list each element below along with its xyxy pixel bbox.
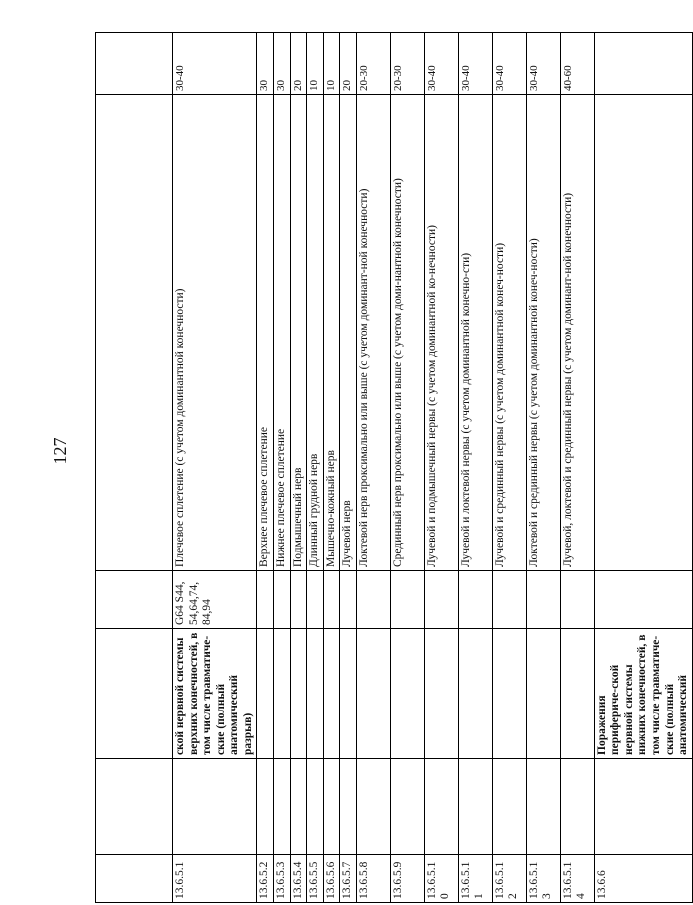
icd-code-cell bbox=[257, 571, 274, 629]
table-row bbox=[273, 33, 290, 903]
condition-cell: Срединный нерв проксимально или выше (с учетом доми-нантной конечности) bbox=[390, 95, 424, 571]
condition-cell: Подмышечный нерв bbox=[290, 95, 307, 571]
icd-code-cell bbox=[390, 571, 424, 629]
blank-cell bbox=[356, 759, 390, 855]
condition-cell: Лучевой и локтевой нервы (с учетом доминантной конечно-сти) bbox=[458, 95, 492, 571]
code-cell: 13.6.5.4 bbox=[290, 855, 307, 903]
percent-range-cell bbox=[96, 33, 173, 95]
disease-name-cell: Поражения перифериче-ской нервной системы нижних конечностей, в том числе травматиче-ские (полный анатомический bbox=[594, 629, 692, 759]
blank-cell bbox=[424, 759, 458, 855]
percent-range-cell: 30-40 bbox=[526, 33, 560, 95]
percent-range-cell: 30-40 bbox=[492, 33, 526, 95]
icd-code-cell bbox=[356, 571, 390, 629]
disability-table bbox=[95, 32, 693, 903]
blank-cell bbox=[323, 759, 340, 855]
condition-cell: Локтевой и срединный нервы (с учетом доминантной конеч-ности) bbox=[526, 95, 560, 571]
code-cell: 13.6.5.6 bbox=[323, 855, 340, 903]
blank-cell bbox=[273, 759, 290, 855]
blank-cell bbox=[560, 759, 594, 855]
disease-name-cell bbox=[458, 629, 492, 759]
disease-name-cell bbox=[307, 629, 324, 759]
table-row bbox=[323, 33, 340, 903]
code-cell: 13.6.6 bbox=[594, 855, 692, 903]
disease-name-cell bbox=[560, 629, 594, 759]
code-cell: 13.6.5.1 0 bbox=[424, 855, 458, 903]
condition-cell bbox=[594, 95, 692, 571]
icd-code-cell bbox=[290, 571, 307, 629]
blank-cell bbox=[257, 759, 274, 855]
code-cell: 13.6.5.1 bbox=[173, 855, 257, 903]
code-cell: 13.6.5.3 bbox=[273, 855, 290, 903]
icd-code-cell bbox=[96, 571, 173, 629]
icd-code-cell bbox=[323, 571, 340, 629]
code-cell: 13.6.5.9 bbox=[390, 855, 424, 903]
condition-cell: Лучевой нерв bbox=[340, 95, 357, 571]
blank-cell bbox=[594, 759, 692, 855]
condition-cell: Плечевое сплетение (с учетом доминантной конечности) bbox=[173, 95, 257, 571]
table-row bbox=[340, 33, 357, 903]
percent-range-cell: 30-40 bbox=[458, 33, 492, 95]
percent-range-cell: 20 bbox=[340, 33, 357, 95]
code-cell bbox=[96, 855, 173, 903]
table-row bbox=[492, 33, 526, 903]
icd-code-cell bbox=[594, 571, 692, 629]
disease-name-cell bbox=[424, 629, 458, 759]
blank-cell bbox=[526, 759, 560, 855]
icd-code-cell bbox=[458, 571, 492, 629]
table-row bbox=[257, 33, 274, 903]
icd-code-cell: G64 S44, 54,64,74, 84,94 bbox=[173, 571, 257, 629]
blank-cell bbox=[492, 759, 526, 855]
icd-code-cell bbox=[307, 571, 324, 629]
code-cell: 13.6.5.8 bbox=[356, 855, 390, 903]
condition-cell: Нижнее плечевое сплетение bbox=[273, 95, 290, 571]
code-cell: 13.6.5.7 bbox=[340, 855, 357, 903]
condition-cell: Лучевой и срединный нервы (с учетом доминантной конеч-ности) bbox=[492, 95, 526, 571]
table-row bbox=[560, 33, 594, 903]
disease-name-cell bbox=[390, 629, 424, 759]
table-row bbox=[307, 33, 324, 903]
percent-range-cell: 40-60 bbox=[560, 33, 594, 95]
percent-range-cell: 20-30 bbox=[390, 33, 424, 95]
code-cell: 13.6.5.2 bbox=[257, 855, 274, 903]
code-cell: 13.6.5.5 bbox=[307, 855, 324, 903]
condition-cell: Верхнее плечевое сплетение bbox=[257, 95, 274, 571]
table-row bbox=[458, 33, 492, 903]
table-row bbox=[290, 33, 307, 903]
blank-cell bbox=[390, 759, 424, 855]
disease-name-cell bbox=[273, 629, 290, 759]
percent-range-cell bbox=[594, 33, 692, 95]
code-cell: 13.6.5.1 3 bbox=[526, 855, 560, 903]
disease-name-cell bbox=[492, 629, 526, 759]
code-cell: 13.6.5.1 2 bbox=[492, 855, 526, 903]
condition-cell: Лучевой и подмышечный нервы (с учетом доминантной ко-нечности) bbox=[424, 95, 458, 571]
condition-cell bbox=[96, 95, 173, 571]
disease-name-cell bbox=[526, 629, 560, 759]
table-row bbox=[594, 33, 692, 903]
icd-code-cell bbox=[340, 571, 357, 629]
disease-name-cell bbox=[290, 629, 307, 759]
blank-cell bbox=[96, 759, 173, 855]
code-cell: 13.6.5.1 4 bbox=[560, 855, 594, 903]
percent-range-cell: 30-40 bbox=[424, 33, 458, 95]
disease-name-cell bbox=[340, 629, 357, 759]
rotated-table-container bbox=[95, 33, 690, 903]
code-cell: 13.6.5.1 1 bbox=[458, 855, 492, 903]
percent-range-cell: 10 bbox=[307, 33, 324, 95]
percent-range-cell: 30 bbox=[257, 33, 274, 95]
table-row bbox=[424, 33, 458, 903]
icd-code-cell bbox=[526, 571, 560, 629]
blank-cell bbox=[290, 759, 307, 855]
icd-code-cell bbox=[560, 571, 594, 629]
blank-cell bbox=[458, 759, 492, 855]
table-row bbox=[526, 33, 560, 903]
table-row bbox=[356, 33, 390, 903]
condition-cell: Длинный грудной нерв bbox=[307, 95, 324, 571]
percent-range-cell: 10 bbox=[323, 33, 340, 95]
disease-name-cell bbox=[96, 629, 173, 759]
icd-code-cell bbox=[424, 571, 458, 629]
disease-name-cell bbox=[356, 629, 390, 759]
table-body bbox=[96, 33, 693, 903]
percent-range-cell: 20-30 bbox=[356, 33, 390, 95]
page-number: 127 bbox=[50, 437, 70, 465]
disease-name-cell: ской нервной системы верхних конечностей, в том числе травматиче-ские (полный анатомический разрыв) bbox=[173, 629, 257, 759]
percent-range-cell: 30 bbox=[273, 33, 290, 95]
icd-code-cell bbox=[273, 571, 290, 629]
blank-cell bbox=[173, 759, 257, 855]
percent-range-cell: 20 bbox=[290, 33, 307, 95]
icd-code-cell bbox=[492, 571, 526, 629]
condition-cell: Локтевой нерв проксимально или выше (с учетом доминант-ной конечности) bbox=[356, 95, 390, 571]
table-row bbox=[96, 33, 173, 903]
condition-cell: Лучевой, локтевой и срединный нервы (с учетом доминант-ной конечности) bbox=[560, 95, 594, 571]
table-row bbox=[173, 33, 257, 903]
disease-name-cell bbox=[323, 629, 340, 759]
disease-name-cell bbox=[257, 629, 274, 759]
table-row bbox=[390, 33, 424, 903]
percent-range-cell: 30-40 bbox=[173, 33, 257, 95]
blank-cell bbox=[307, 759, 324, 855]
condition-cell: Мышечно-кожный нерв bbox=[323, 95, 340, 571]
blank-cell bbox=[340, 759, 357, 855]
